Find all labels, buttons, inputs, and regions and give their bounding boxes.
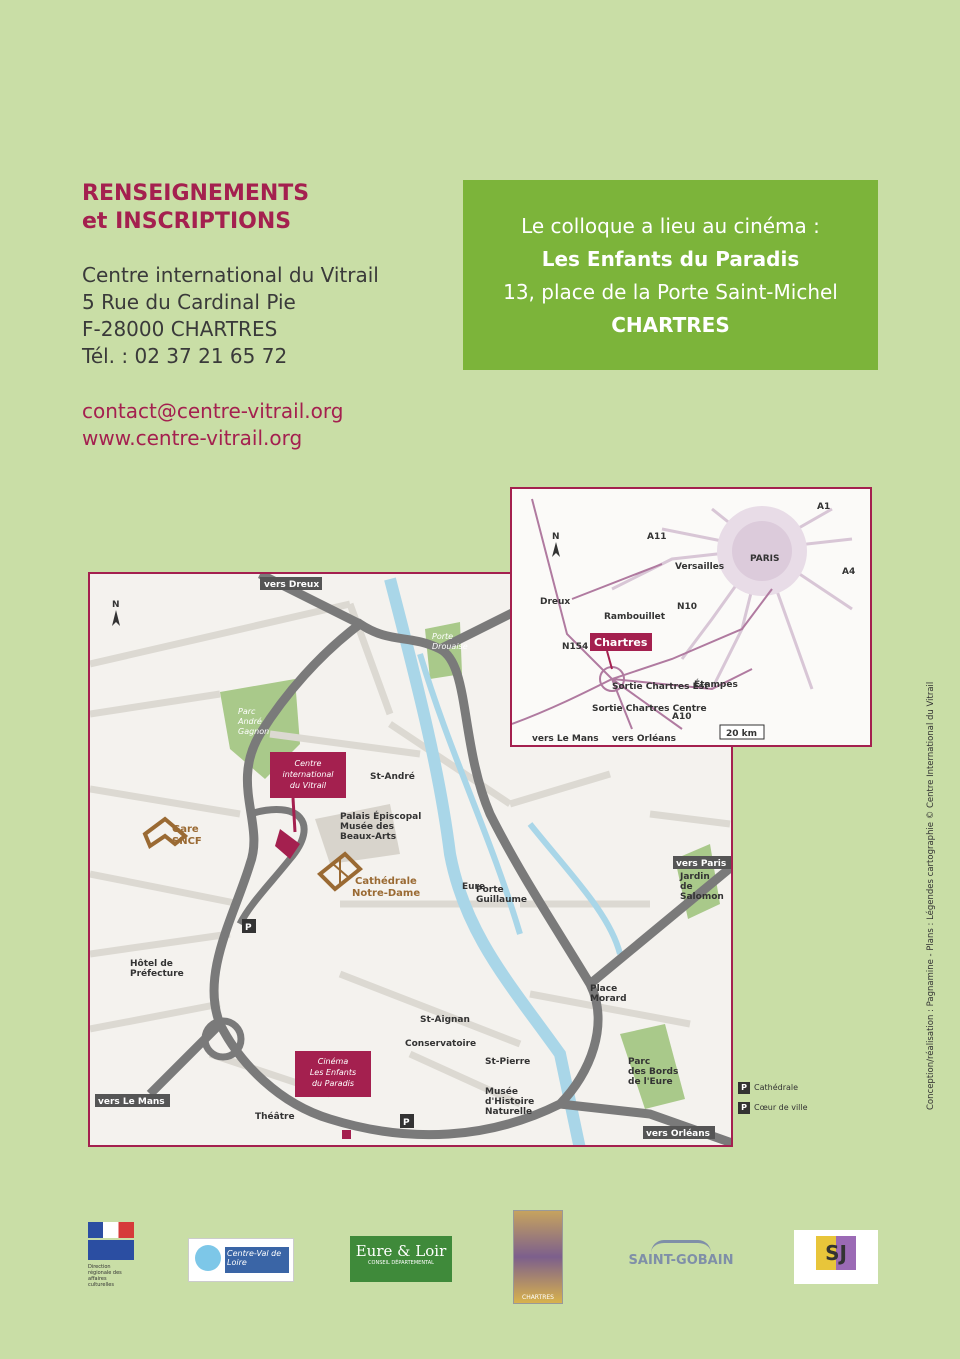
- logo-saint-gobain: [622, 1240, 740, 1280]
- svg-text:d'Histoire: d'Histoire: [485, 1097, 535, 1107]
- heart-icon: [195, 1245, 221, 1271]
- label-vers-orleans: vers Orléans: [612, 734, 677, 744]
- north-arrow-icon: [552, 542, 560, 557]
- logo-text: Eure & Loir: [355, 1242, 447, 1260]
- label-place-drouaise: Porte: [432, 632, 454, 641]
- label-vers-orleans: vers Orléans: [646, 1129, 711, 1139]
- label-porte-guillaume: Porte: [476, 885, 504, 895]
- north-label: N: [112, 600, 120, 610]
- label-etampes: Étampes: [694, 680, 738, 690]
- label-palais: Palais Épiscopal: [340, 812, 422, 822]
- legend-item: [738, 1098, 808, 1118]
- svg-text:Beaux-Arts: Beaux-Arts: [340, 832, 397, 842]
- venue-box: [463, 180, 878, 370]
- label-road: N154: [562, 642, 589, 652]
- svg-text:international: international: [282, 770, 334, 779]
- logo-text: SJ: [816, 1236, 856, 1270]
- label-rambouillet: Rambouillet: [604, 612, 666, 622]
- logo-sj: [794, 1230, 878, 1284]
- label-vers-le-mans: vers Le Mans: [532, 734, 599, 744]
- contact-links: [82, 398, 343, 452]
- label-road: A10: [672, 712, 692, 722]
- svg-text:P: P: [403, 1118, 410, 1128]
- label-sortie-centre: Sortie Chartres Centre: [592, 704, 707, 714]
- label-road: A4: [842, 567, 856, 577]
- label-versailles: Versailles: [675, 562, 725, 572]
- logo-eure-et-loir: [350, 1236, 452, 1282]
- website-link[interactable]: www.centre-vitrail.org: [82, 426, 303, 450]
- legend-label: Cœur de ville: [754, 1103, 808, 1112]
- parking-icon: P: [738, 1102, 750, 1114]
- label-conservatoire: Conservatoire: [405, 1039, 477, 1049]
- venue-address: 13, place de la Porte Saint-Michel: [503, 280, 838, 304]
- label-parc-bords: Parc: [628, 1057, 651, 1067]
- credit-line: Conception/réalisation : Pagnamine - Plans : Légendes cartographie © Centre International du Vitrail: [926, 681, 936, 1110]
- email-link[interactable]: contact@centre-vitrail.org: [82, 399, 344, 423]
- label-road: N10: [677, 602, 698, 612]
- label-st-andre: St-André: [370, 772, 415, 782]
- svg-text:SNCF: SNCF: [172, 836, 202, 847]
- sponsor-logos: [0, 1200, 960, 1300]
- postal-address: [82, 262, 379, 370]
- svg-text:Guillaume: Guillaume: [476, 895, 528, 905]
- label-paris: PARIS: [750, 554, 780, 564]
- label-chartres: Chartres: [594, 636, 648, 649]
- logo-subtext: CONSEIL DÉPARTEMENTAL: [368, 1260, 434, 1266]
- svg-text:P: P: [245, 923, 252, 933]
- svg-text:de l'Eure: de l'Eure: [628, 1077, 673, 1087]
- label-vers-le-mans: vers Le Mans: [98, 1097, 165, 1107]
- map-legend: [738, 1078, 808, 1118]
- label-st-pierre: St-Pierre: [485, 1057, 531, 1067]
- label-musee-histoire: Musée: [485, 1087, 518, 1097]
- logo-chartres: [513, 1210, 563, 1304]
- venue-city: CHARTRES: [611, 313, 730, 337]
- svg-text:André: André: [238, 717, 262, 726]
- label-parc-gagnon: Parc: [238, 707, 256, 716]
- logo-centre-val-de-loire: [188, 1238, 294, 1282]
- label-theatre: Théâtre: [255, 1112, 295, 1122]
- svg-text:Gagnon: Gagnon: [238, 727, 270, 736]
- venue-intro: Le colloque a lieu au cinéma :: [521, 214, 820, 238]
- label-vers-paris: vers Paris: [676, 859, 727, 869]
- label-eure: Eure: [462, 882, 486, 892]
- label-cinema: Cinéma: [317, 1057, 349, 1066]
- logo-text: Centre-Val de Loire: [225, 1247, 289, 1273]
- label-sortie-est: Sortie Chartres Est: [612, 682, 709, 692]
- label-gare: Gare: [172, 824, 199, 835]
- legend-label: Cathédrale: [754, 1083, 799, 1092]
- arch-icon: [651, 1240, 711, 1253]
- svg-text:du Paradis: du Paradis: [311, 1079, 355, 1088]
- label-vers-dreux: vers Dreux: [264, 580, 320, 590]
- logo-republique: [88, 1222, 134, 1292]
- label-prefecture: Hôtel de: [130, 959, 173, 969]
- label-dreux: Dreux: [540, 597, 571, 607]
- address-line: Centre international du Vitrail: [82, 263, 379, 287]
- svg-text:du Vitrail: du Vitrail: [289, 781, 327, 790]
- venue-name: Les Enfants du Paradis: [541, 247, 800, 271]
- label-place-morard: Place: [590, 984, 618, 994]
- label-centre-vitrail: Centre: [294, 759, 322, 768]
- region-map: [510, 487, 872, 747]
- label-cathedrale: Cathédrale: [355, 876, 417, 887]
- label-st-aignan: St-Aignan: [420, 1015, 470, 1025]
- svg-text:Drouaise: Drouaise: [432, 642, 468, 651]
- parking-icon: P: [738, 1082, 750, 1094]
- svg-text:Musée des: Musée des: [340, 822, 394, 832]
- legend-item: [738, 1078, 808, 1098]
- svg-text:Préfecture: Préfecture: [130, 969, 184, 979]
- north-arrow-icon: [112, 610, 120, 626]
- address-line: 5 Rue du Cardinal Pie: [82, 290, 296, 314]
- svg-text:Notre-Dame: Notre-Dame: [352, 888, 421, 899]
- info-heading: [82, 180, 309, 236]
- label-scale: 20 km: [726, 729, 758, 739]
- svg-text:de: de: [680, 882, 693, 892]
- address-phone: Tél. : 02 37 21 65 72: [82, 344, 288, 368]
- info-heading-line2: et INSCRIPTIONS: [82, 209, 292, 234]
- address-line: F-28000 CHARTRES: [82, 317, 278, 341]
- svg-text:des Bords: des Bords: [628, 1067, 679, 1077]
- logo-text: SAINT-GOBAIN: [628, 1253, 734, 1268]
- svg-text:Salomon: Salomon: [680, 892, 724, 902]
- svg-text:Morard: Morard: [590, 994, 627, 1004]
- label-road: A1: [817, 502, 831, 512]
- info-heading-line1: RENSEIGNEMENTS: [82, 181, 310, 206]
- logo-text: Direction régionale des affaires culturelles: [88, 1264, 122, 1288]
- svg-text:Naturelle: Naturelle: [485, 1107, 533, 1117]
- svg-text:Les Enfants: Les Enfants: [309, 1068, 357, 1077]
- label-jardin-salomon: Jardin: [680, 872, 710, 882]
- north-label: N: [552, 532, 560, 542]
- logo-text: CHARTRES: [522, 1294, 554, 1301]
- label-road: A11: [647, 532, 667, 542]
